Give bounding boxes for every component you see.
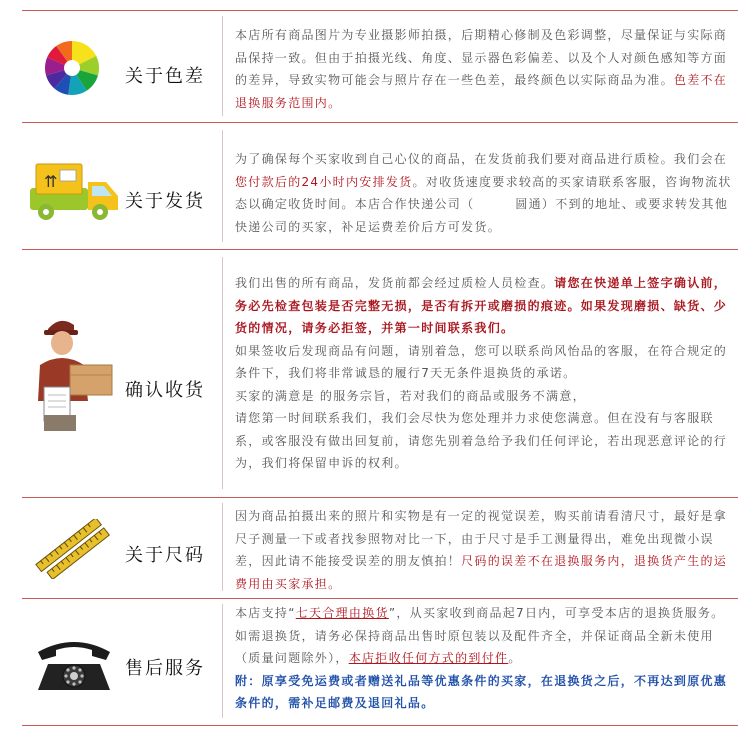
section-title-size: 关于尺码 [125, 545, 205, 566]
section-title-shipping: 关于发货 [125, 191, 205, 212]
size-text-red: 尺码的误差不在退换服务内，退换货产生的运费用由买家承担。 [235, 554, 728, 591]
section-body-color [235, 24, 735, 114]
delivery-man-icon [30, 309, 122, 433]
section-separator [222, 604, 223, 718]
color-note-red: 色差不在退换服务范围内。 [235, 73, 728, 110]
shipping-text-a: 为了确保每个买家收到自己心仪的商品，在发货前我们要对商品进行质检。我们会在 [235, 152, 728, 166]
section-title-aftersale: 售后服务 [125, 658, 205, 679]
receipt-text-a: 我们出售的所有商品，发货前都会经过质检人员检查。 [235, 276, 555, 290]
receipt-text-red: 请您在快递单上签字确认前，务必先检查包装是否完整无损，是否有拆开或磨损的痕迹。如果发现磨损、缺货、少货的情况，请务必拒签，并第一时间联系我们。 [235, 276, 728, 335]
color-body-text: 本店所有商品图片为专业摄影师拍摄，后期精心修制及色彩调整，尽量保证与实际商品保持一致。但由于拍摄光线、角度、显示器色彩偏差、以及个人对颜色感知等方面的差异，导致实物可能会与照片存在一些色差，最终颜色以实际商品为准。 [235, 28, 728, 87]
section-shipping [0, 122, 750, 249]
section-body-size [235, 505, 735, 595]
section-separator [222, 16, 223, 116]
section-title-receipt: 确认收货 [125, 380, 205, 401]
divider-bottom [22, 725, 738, 726]
section-body-aftersale [235, 602, 735, 715]
section-confirm-receipt [0, 249, 750, 497]
aftersale-text-c: ”，从买家收到商品起7日内，可享受本店的退换货服务。如需退换货，请务必保持商品出售时原包装以及配件齐全，并保证商品全新未使用（质量问题除外）， [235, 606, 725, 665]
section-title-color: 关于色差 [125, 66, 205, 87]
color-wheel-icon [44, 40, 100, 96]
measuring-ruler-icon [34, 519, 110, 579]
section-separator [222, 257, 223, 489]
telephone-icon [34, 636, 114, 694]
section-body-receipt [235, 272, 735, 475]
aftersale-text-red-refuse: 本店拒收任何方式的到付件 [348, 651, 509, 665]
receipt-text-e: 请您第一时间联系我们，我们会尽快为您处理并力求使您满意。但在没有与客服联系，或客服没有做出回复前，请您先别着急给予我们任何评论，若出现恶意评论的行为，我们将保留申诉的权利。 [235, 411, 728, 470]
section-separator [222, 503, 223, 591]
size-text-a: 因为商品拍摄出来的照片和实物是有一定的视觉误差，购买前请看清尺寸，最好是拿尺子测量一下或者找参照物对比一下，由于尺寸是手工测量得出，难免出现微小误差，因此请不能接受误差的朋友慎拍！ [235, 509, 728, 568]
section-body-shipping [235, 148, 735, 238]
aftersale-note-blue: 附：原享受免运费或者赠送礼品等优惠条件的买家，在退换货之后，不再达到原优惠条件的，需补足邮费及退回礼品。 [235, 673, 728, 710]
svg-text:⇈: ⇈ [44, 172, 58, 191]
receipt-text-d: 买家的满意是 的服务宗旨，若对我们的商品或服务不满意， [235, 388, 586, 403]
shipping-text-red: 您付款后的24小时内安排发货 [235, 174, 413, 189]
shipping-text-d: 圆通）不到的地址、或要求转发其他快递公司的买家，补足运费差价后方可发货。 [235, 197, 729, 234]
receipt-text-c: 如果签收后发现商品有问题，请别着急，您可以联系尚风怡品的客服，在符合规定的条件下，我们将非常诚恳的履行7天无条件退换货的承诺。 [235, 343, 728, 380]
section-separator [222, 130, 223, 242]
shipping-text-c: 。对收货速度要求较高的买家请联系客服，咨询物流状态以确定收货时间。本店合作快递公司（ [235, 174, 732, 211]
aftersale-text-red-policy: 七天合理由换货 [295, 606, 389, 620]
aftersale-text-a: 本店支持“ [235, 606, 296, 620]
section-size [0, 497, 750, 598]
section-color-difference [0, 10, 750, 122]
aftersale-text-e: 。 [508, 651, 522, 665]
delivery-truck-icon [26, 160, 122, 222]
section-after-sale [0, 598, 750, 725]
